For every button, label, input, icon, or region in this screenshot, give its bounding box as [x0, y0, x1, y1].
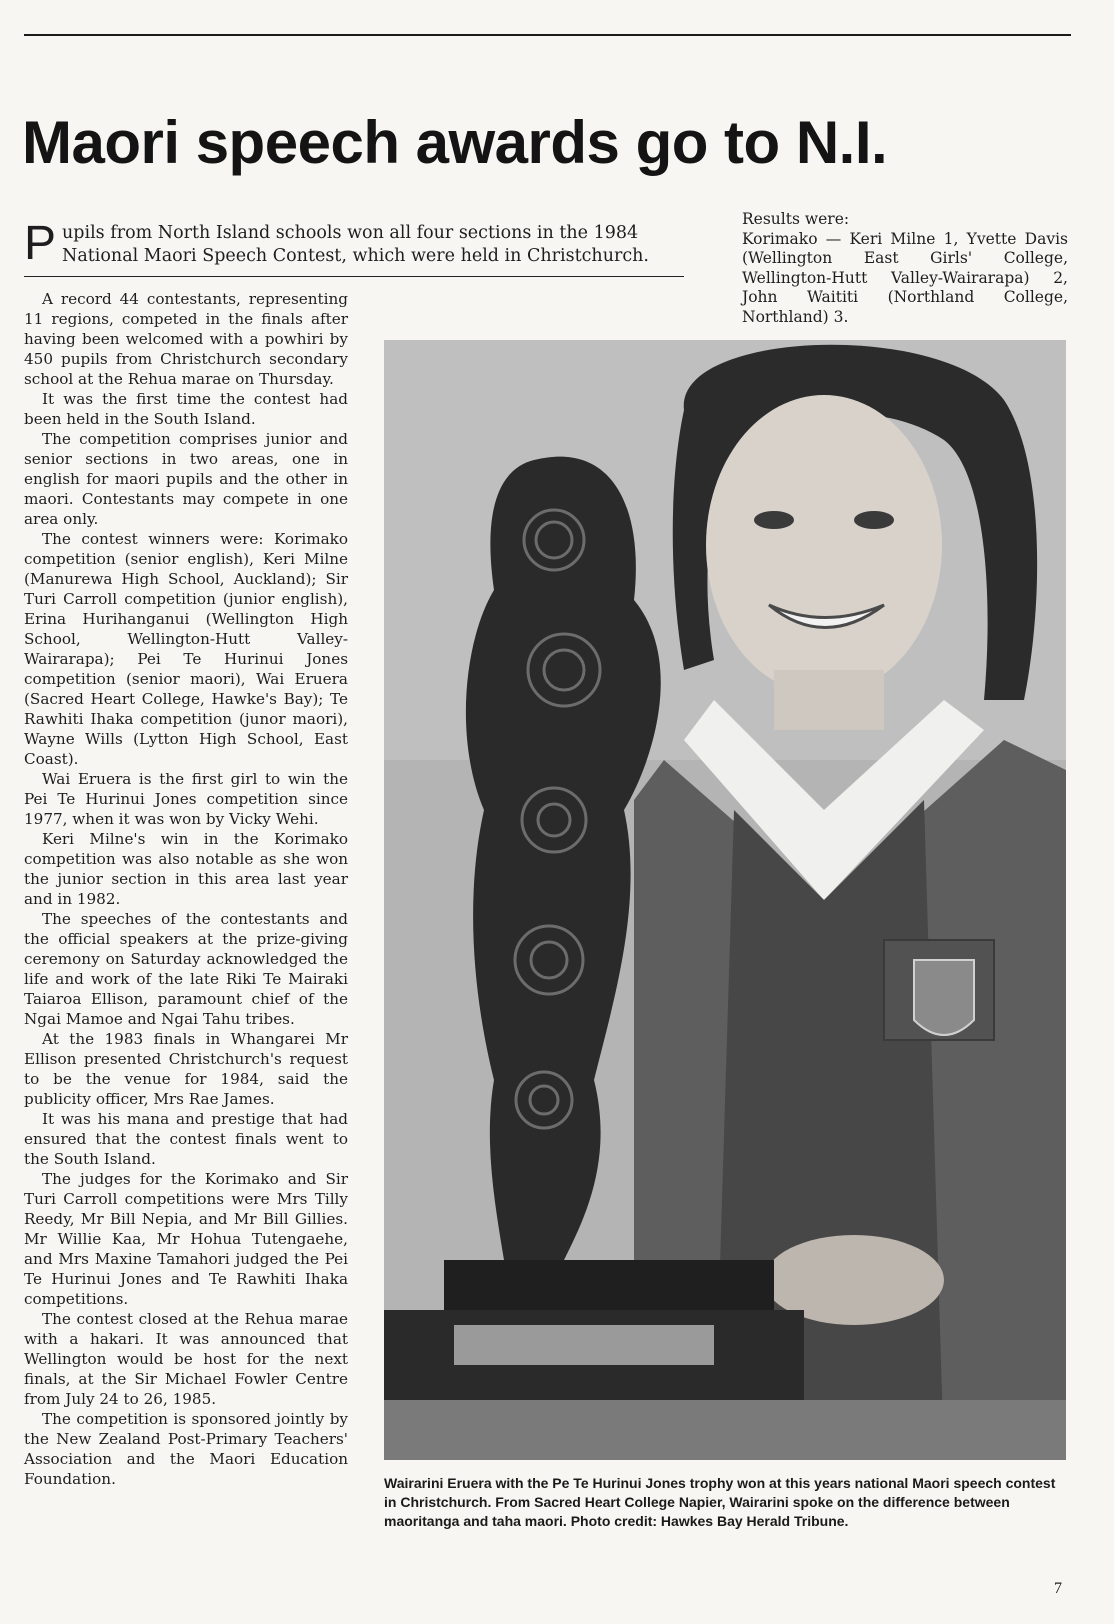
body-paragraph: The competition comprises junior and senior sections in two areas, one in english for maori pupils and the other in maori. Contestants may compete in one area only. [24, 430, 348, 528]
body-paragraph: The contest closed at the Rehua marae with a hakari. It was announced that Wellington would be host for the next finals, at the Sir Michael Fowler Centre from July 24 to 26, 1985. [24, 1310, 348, 1408]
page-number: 7 [1054, 1580, 1062, 1597]
standfirst [24, 217, 684, 270]
body-paragraph: The contest winners were: Korimako competition (senior english), Keri Milne (Manurewa High School, Auckland); Sir Turi Carroll competition (junior english), Erina Hurihanganui (Wellington High School, Wellington-Hutt Valley-Wairarapa); Pei Te Hurinui Jones competition (senior maori), Wai Eruera (Sacred Heart College, Hawke's Bay); Te Rawhiti Ihaka competition (junor maori), Wayne Wills (Lytton High School, East Coast). [24, 530, 348, 768]
body-paragraph: A record 44 contestants, representing 11 regions, competed in the finals after having been welcomed with a powhiri by 450 pupils from Christchurch secondary school at the Rehua marae on Thursday. [24, 290, 348, 388]
body-paragraph: Keri Milne's win in the Korimako competition was also notable as she won the junior section in this area last year and in 1982. [24, 830, 348, 908]
drop-cap: P [24, 217, 57, 270]
top-rule [24, 34, 1071, 36]
body-paragraph: Wai Eruera is the first girl to win the Pei Te Hurinui Jones competition since 1977, when it was won by Vicky Wehi. [24, 770, 348, 828]
article-body [24, 289, 348, 1489]
results-box [742, 210, 1068, 327]
body-paragraph: At the 1983 finals in Whangarei Mr Ellison presented Christchurch's request to be the venue for 1984, said the publicity officer, Mrs Rae James. [24, 1030, 348, 1108]
standfirst-text: upils from North Island schools won all four sections in the 1984 National Maori Speech Contest, which were held in Christchurch. [62, 223, 649, 266]
photo-student-with-trophy [384, 340, 1066, 1460]
headline: Maori speech awards go to N.I. [22, 109, 888, 176]
body-paragraph: The judges for the Korimako and Sir Turi Carroll competitions were Mrs Tilly Reedy, Mr Bill Nepia, and Mr Bill Gillies. Mr Willie Kaa, Mr Hohua Tutengaehe, and Mrs Maxine Tamahori judged the Pei Te Hurinui Jones and Te Rawhiti Ihaka competitions. [24, 1170, 348, 1308]
results-text: Korimako — Keri Milne 1, Yvette Davis (Wellington East Girls' College, Wellington-Hutt Valley-Wairarapa) 2, John Waititi (Northland College, Northland) 3. [742, 229, 1068, 326]
photo-illustration [384, 340, 1066, 1460]
body-paragraph: The speeches of the contestants and the official speakers at the prize-giving ceremony on Saturday acknowledged the life and work of the late Riki Te Mairaki Taiaroa Ellison, paramount chief of the Ngai Mamoe and Ngai Tahu tribes. [24, 910, 348, 1028]
standfirst-rule [24, 276, 684, 277]
photo-caption: Wairarini Eruera with the Pe Te Hurinui Jones trophy won at this years national Maori speech contest in Christchurch. From Sacred Heart College Napier, Wairarini spoke on the difference between maoritanga and taha maori. Photo credit: Hawkes Bay Herald Tribune. [384, 1475, 1056, 1529]
body-paragraph: The competition is sponsored jointly by the New Zealand Post-Primary Teachers' Association and the Maori Education Foundation. [24, 1410, 348, 1488]
body-paragraph: It was his mana and prestige that had ensured that the contest finals went to the South Island. [24, 1110, 348, 1168]
results-label: Results were: [742, 210, 850, 228]
body-paragraph: It was the first time the contest had been held in the South Island. [24, 390, 348, 428]
